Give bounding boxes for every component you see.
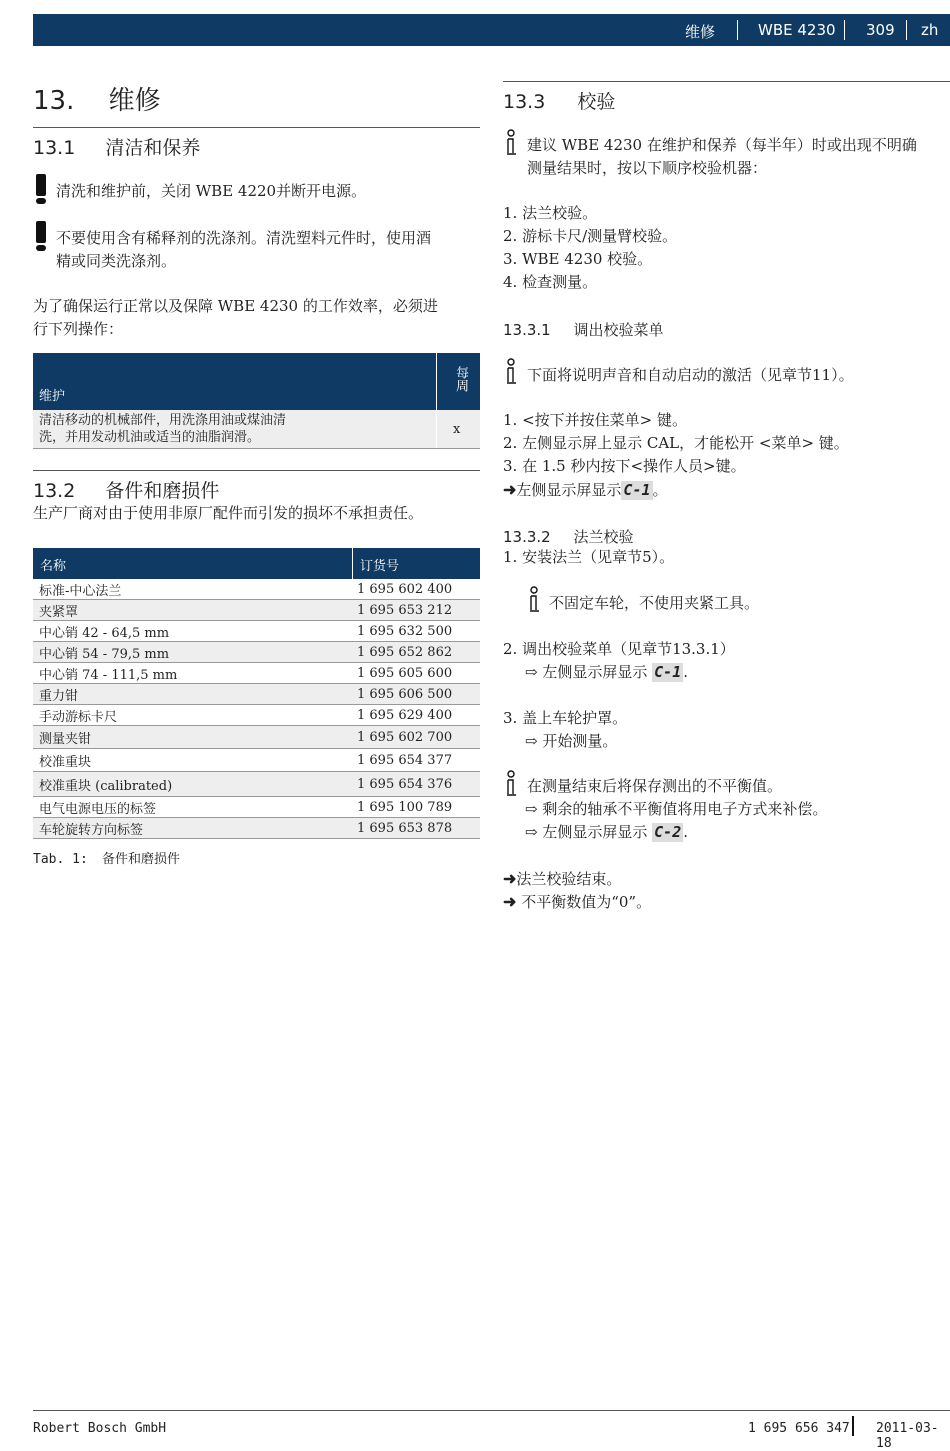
header-model: WBE 4230 xyxy=(758,21,836,39)
table-row xyxy=(33,642,480,663)
info-icon xyxy=(503,358,519,386)
part-order-number: 1 695 653 878 xyxy=(351,818,480,839)
warning-text-2-line2: 精或同类洗涤剂。 xyxy=(56,252,177,270)
list-item: 4. 检查测量。 xyxy=(503,273,598,291)
table-row xyxy=(33,705,480,726)
section-title: 校验 xyxy=(577,91,616,113)
part-name: 测量夹钳 xyxy=(33,726,351,749)
caption-number: Tab. 1: xyxy=(33,852,88,867)
maintenance-table-header xyxy=(33,353,480,410)
header-separator xyxy=(737,20,738,40)
list-item: 1. <按下并按住菜单> 键。 xyxy=(503,411,687,429)
warning-icon xyxy=(36,174,46,204)
page-header-bar xyxy=(33,14,950,46)
header-separator xyxy=(844,20,845,40)
list-item: 3. WBE 4230 校验。 xyxy=(503,250,653,268)
table-row xyxy=(33,621,480,642)
display-code: C-1 xyxy=(623,481,651,499)
part-order-number: 1 695 653 212 xyxy=(351,600,480,621)
hollow-arrow-icon: ⇨ xyxy=(525,823,538,841)
header-page: 309 xyxy=(866,21,895,39)
divider xyxy=(503,81,950,82)
section-number: 13.1 xyxy=(33,137,76,159)
part-order-number: 1 695 629 400 xyxy=(351,705,480,726)
result-text: 开始测量。 xyxy=(542,732,618,750)
info-icon xyxy=(503,129,519,157)
table-row xyxy=(33,410,480,449)
table-caption xyxy=(33,848,180,867)
maintenance-table xyxy=(33,353,480,449)
header-separator xyxy=(906,20,907,40)
part-order-number: 1 695 654 376 xyxy=(351,772,480,797)
section-heading-13-3 xyxy=(503,87,615,114)
section-number: 13.3 xyxy=(503,91,546,113)
table-row xyxy=(33,797,480,818)
footer-docnum: 1 695 656 347 xyxy=(748,1421,850,1436)
paragraph-line2: 行下列操作： xyxy=(33,320,124,338)
task-line-1: 清洁移动的机械部件，用洗涤用油或煤油清 xyxy=(39,413,287,428)
end-result-2 xyxy=(503,890,651,914)
table-cell-check: x xyxy=(453,422,461,437)
hollow-arrow-icon: ⇨ xyxy=(525,663,538,681)
table-row xyxy=(33,579,480,600)
part-order-number: 1 695 602 700 xyxy=(351,726,480,749)
result-arrow-icon: ➜ xyxy=(503,892,517,911)
table-row xyxy=(33,726,480,749)
info-result-2 xyxy=(525,821,688,844)
part-order-number: 1 695 632 500 xyxy=(351,621,480,642)
list-item: 3. 在 1.5 秒内按下<操作人员>键。 xyxy=(503,457,746,475)
table-row xyxy=(33,749,480,772)
part-order-number: 1 695 654 377 xyxy=(351,749,480,772)
subsection-heading-13-3-2 xyxy=(503,526,634,547)
part-name: 车轮旋转方向标签 xyxy=(33,818,351,839)
hollow-arrow-icon: ⇨ xyxy=(525,732,538,750)
part-order-number: 1 695 606 500 xyxy=(351,684,480,705)
table-row xyxy=(33,600,480,621)
section-heading-13-2 xyxy=(33,476,219,503)
section-paragraph: 生产厂商对由于使用非原厂配件而引发的损坏不承担责任。 xyxy=(33,504,424,522)
result-text: 法兰校验结束。 xyxy=(516,870,622,888)
subsection-number: 13.3.1 xyxy=(503,321,551,339)
list-item: 2. 游标卡尺/测量臂校验。 xyxy=(503,227,678,245)
result-end: . xyxy=(683,823,689,841)
step-3-result xyxy=(525,730,617,753)
part-order-number: 1 695 100 789 xyxy=(351,797,480,818)
table-header-cell: 维护 xyxy=(39,389,66,404)
table-row xyxy=(33,663,480,684)
warning-text-1: 清洗和维护前，关闭 WBE 4220并断开电源。 xyxy=(56,182,367,200)
result-text: 左侧显示屏显示 xyxy=(542,663,648,681)
table-header-weekly: 每周 xyxy=(453,366,468,392)
part-name: 标准-中心法兰 xyxy=(33,579,351,600)
display-code: C-1 xyxy=(654,663,682,681)
footer-separator xyxy=(852,1416,854,1436)
hollow-arrow-icon: ⇨ xyxy=(525,800,538,818)
part-name: 手动游标卡尺 xyxy=(33,705,351,726)
section-title: 清洁和保养 xyxy=(105,137,201,159)
calibration-step-list xyxy=(503,202,677,294)
step-1: 1. 安装法兰（见章节5）。 xyxy=(503,548,675,566)
result-end: . xyxy=(683,663,689,681)
section-title: 备件和磨损件 xyxy=(105,480,220,502)
task-line-2: 洗，并用发动机油或适当的油脂润滑。 xyxy=(39,430,261,445)
info-text-line1: 建议 WBE 4230 在维护和保养（每半年）时或出现不明确 xyxy=(527,136,917,154)
part-name: 重力钳 xyxy=(33,684,351,705)
part-name: 中心销 42 - 64,5 mm xyxy=(33,621,351,642)
parts-table xyxy=(33,548,480,839)
step-2: 2. 调出校验菜单（见章节13.3.1） xyxy=(503,640,735,658)
parts-table-body xyxy=(33,579,480,839)
table-row xyxy=(33,684,480,705)
info-text: 在测量结束后将保存测出的不平衡值。 xyxy=(527,777,783,795)
list-item: 2. 左侧显示屏上显示 CAL，才能松开 <菜单> 键。 xyxy=(503,434,849,452)
footer-company: Robert Bosch GmbH xyxy=(33,1421,167,1436)
info-text-line2: 测量结果时，按以下顺序校验机器： xyxy=(527,159,768,177)
part-name: 夹紧罩 xyxy=(33,600,351,621)
footer-rule xyxy=(33,1410,950,1411)
result-text: 左侧显示屏显示 xyxy=(516,481,622,499)
result-text: 不平衡数值为“0”。 xyxy=(521,893,652,911)
table-cell-task xyxy=(39,412,286,446)
column-header-name: 名称 xyxy=(40,559,67,574)
chapter-heading xyxy=(33,80,161,117)
section-number: 13.2 xyxy=(33,480,76,502)
end-result-1 xyxy=(503,867,621,891)
table-row xyxy=(33,818,480,839)
info-text: 下面将说明声音和自动启动的激活（见章节11）。 xyxy=(527,366,854,384)
table-row xyxy=(33,772,480,797)
part-order-number: 1 695 605 600 xyxy=(351,663,480,684)
paragraph-line1: 为了确保运行正常以及保障 WBE 4230 的工作效率，必须进 xyxy=(33,297,438,315)
section-heading-13-1 xyxy=(33,133,200,160)
part-name: 校准重块 (calibrated) xyxy=(33,772,351,797)
info-icon xyxy=(526,586,542,614)
step-3: 3. 盖上车轮护罩。 xyxy=(503,709,628,727)
column-header-order: 订货号 xyxy=(360,559,400,574)
header-lang: zh xyxy=(921,21,939,39)
subsection-heading-13-3-1 xyxy=(503,319,664,340)
header-section: 维修 xyxy=(685,23,716,41)
result-text: 左侧显示屏显示 xyxy=(542,823,648,841)
divider xyxy=(33,127,480,128)
result-arrow-icon: ➜ xyxy=(503,480,517,499)
result-text: 剩余的轴承不平衡值将用电子方式来补偿。 xyxy=(542,800,828,818)
info-icon xyxy=(503,770,519,798)
parts-table-header xyxy=(33,548,480,579)
result-end: 。 xyxy=(652,481,668,499)
part-order-number: 1 695 652 862 xyxy=(351,642,480,663)
step-2-result xyxy=(525,661,688,684)
list-item: 1. 法兰校验。 xyxy=(503,204,598,222)
subsection-title: 法兰校验 xyxy=(573,528,634,546)
part-name: 电气电源电压的标签 xyxy=(33,797,351,818)
warning-icon xyxy=(36,221,46,251)
info-result-1 xyxy=(525,798,827,821)
warning-text-2-line1: 不要使用含有稀释剂的洗涤剂。清洗塑料元件时，使用酒 xyxy=(56,229,432,247)
part-name: 中心销 74 - 111,5 mm xyxy=(33,663,351,684)
caption-text: 备件和磨损件 xyxy=(101,852,180,867)
result-line xyxy=(503,478,849,502)
chapter-title: 维修 xyxy=(108,86,161,116)
divider xyxy=(33,470,480,471)
part-name: 校准重块 xyxy=(33,749,351,772)
footer-date: 2011-03-18 xyxy=(876,1421,939,1451)
menu-step-list xyxy=(503,409,849,502)
subsection-number: 13.3.2 xyxy=(503,528,551,546)
subsection-title: 调出校验菜单 xyxy=(573,321,664,339)
result-arrow-icon: ➜ xyxy=(503,869,517,888)
display-code: C-2 xyxy=(654,823,682,841)
info-text: 不固定车轮，不使用夹紧工具。 xyxy=(549,594,760,612)
part-order-number: 1 695 602 400 xyxy=(351,579,480,600)
chapter-number: 13. xyxy=(33,86,75,116)
part-name: 中心销 54 - 79,5 mm xyxy=(33,642,351,663)
